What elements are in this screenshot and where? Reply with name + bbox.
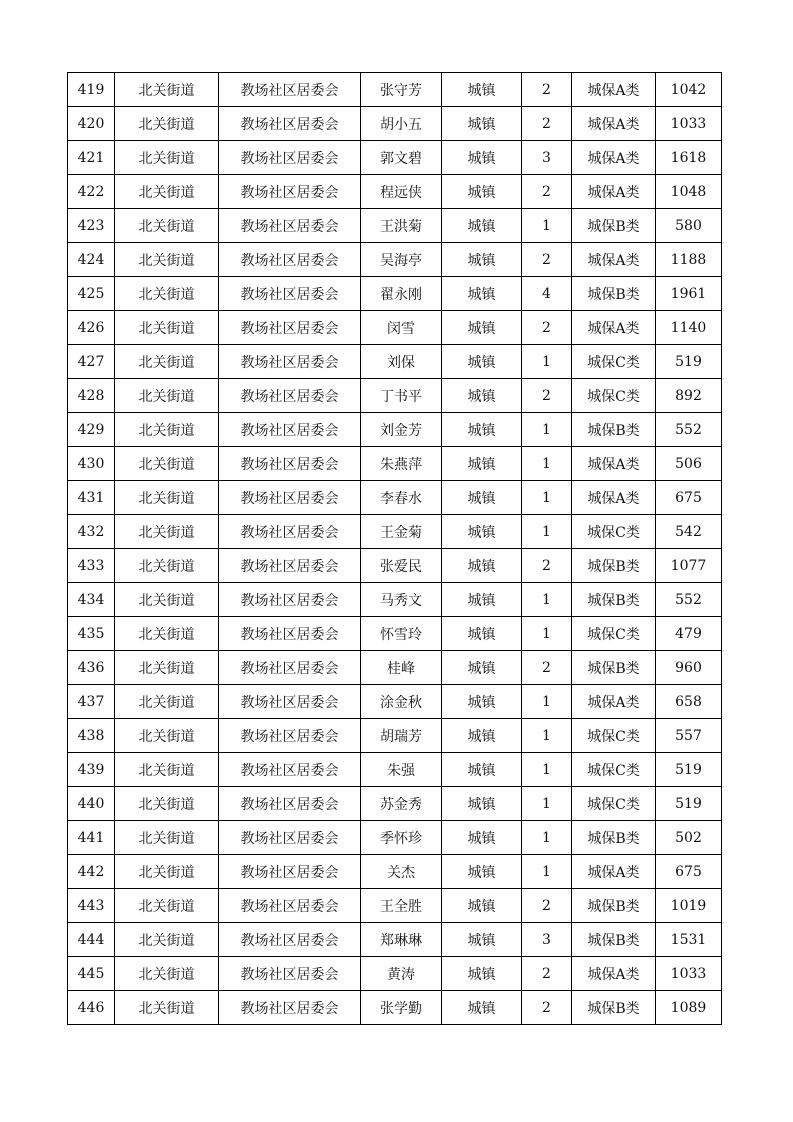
name-cell: 郑琳琳	[361, 923, 442, 957]
area-type-cell: 城镇	[442, 481, 522, 515]
amount-cell: 1042	[656, 73, 722, 107]
area-type-cell: 城镇	[442, 379, 522, 413]
row-number: 441	[68, 821, 115, 855]
name-cell: 怀雪玲	[361, 617, 442, 651]
category-cell: 城保B类	[572, 413, 656, 447]
name-cell: 李春水	[361, 481, 442, 515]
household-count-cell: 1	[522, 447, 572, 481]
row-number: 429	[68, 413, 115, 447]
name-cell: 郭文碧	[361, 141, 442, 175]
category-cell: 城保B类	[572, 277, 656, 311]
table-row	[68, 787, 722, 821]
row-number: 444	[68, 923, 115, 957]
row-number: 445	[68, 957, 115, 991]
name-cell: 涂金秋	[361, 685, 442, 719]
community-cell: 教场社区居委会	[219, 243, 361, 277]
amount-cell: 1033	[656, 957, 722, 991]
category-cell: 城保A类	[572, 107, 656, 141]
category-cell: 城保C类	[572, 515, 656, 549]
area-type-cell: 城镇	[442, 787, 522, 821]
category-cell: 城保A类	[572, 141, 656, 175]
area-type-cell: 城镇	[442, 719, 522, 753]
category-cell: 城保C类	[572, 719, 656, 753]
row-number: 442	[68, 855, 115, 889]
community-cell: 教场社区居委会	[219, 277, 361, 311]
name-cell: 吴海亭	[361, 243, 442, 277]
community-cell: 教场社区居委会	[219, 685, 361, 719]
amount-cell: 1961	[656, 277, 722, 311]
name-cell: 张学勤	[361, 991, 442, 1025]
street-cell: 北关街道	[115, 753, 219, 787]
household-count-cell: 2	[522, 957, 572, 991]
table-row	[68, 141, 722, 175]
area-type-cell: 城镇	[442, 991, 522, 1025]
community-cell: 教场社区居委会	[219, 209, 361, 243]
community-cell: 教场社区居委会	[219, 447, 361, 481]
row-number: 443	[68, 889, 115, 923]
community-cell: 教场社区居委会	[219, 73, 361, 107]
name-cell: 季怀珍	[361, 821, 442, 855]
household-count-cell: 2	[522, 243, 572, 277]
category-cell: 城保C类	[572, 787, 656, 821]
area-type-cell: 城镇	[442, 855, 522, 889]
amount-cell: 675	[656, 855, 722, 889]
community-cell: 教场社区居委会	[219, 107, 361, 141]
row-number: 446	[68, 991, 115, 1025]
amount-cell: 519	[656, 345, 722, 379]
table-row	[68, 685, 722, 719]
category-cell: 城保B类	[572, 583, 656, 617]
table-row	[68, 277, 722, 311]
table-row	[68, 651, 722, 685]
category-cell: 城保A类	[572, 243, 656, 277]
table-row	[68, 719, 722, 753]
amount-cell: 1531	[656, 923, 722, 957]
name-cell: 翟永刚	[361, 277, 442, 311]
amount-cell: 1033	[656, 107, 722, 141]
area-type-cell: 城镇	[442, 923, 522, 957]
row-number: 425	[68, 277, 115, 311]
row-number: 424	[68, 243, 115, 277]
table-row	[68, 923, 722, 957]
row-number: 427	[68, 345, 115, 379]
street-cell: 北关街道	[115, 787, 219, 821]
row-number: 435	[68, 617, 115, 651]
community-cell: 教场社区居委会	[219, 617, 361, 651]
area-type-cell: 城镇	[442, 685, 522, 719]
household-count-cell: 1	[522, 787, 572, 821]
name-cell: 刘保	[361, 345, 442, 379]
category-cell: 城保C类	[572, 617, 656, 651]
category-cell: 城保B类	[572, 991, 656, 1025]
amount-cell: 1019	[656, 889, 722, 923]
amount-cell: 552	[656, 583, 722, 617]
category-cell: 城保A类	[572, 855, 656, 889]
street-cell: 北关街道	[115, 719, 219, 753]
category-cell: 城保B类	[572, 889, 656, 923]
category-cell: 城保A类	[572, 447, 656, 481]
category-cell: 城保B类	[572, 821, 656, 855]
area-type-cell: 城镇	[442, 821, 522, 855]
household-count-cell: 1	[522, 481, 572, 515]
table-row	[68, 515, 722, 549]
household-count-cell: 1	[522, 515, 572, 549]
community-cell: 教场社区居委会	[219, 141, 361, 175]
community-cell: 教场社区居委会	[219, 651, 361, 685]
amount-cell: 519	[656, 753, 722, 787]
name-cell: 胡小五	[361, 107, 442, 141]
area-type-cell: 城镇	[442, 277, 522, 311]
amount-cell: 1077	[656, 549, 722, 583]
area-type-cell: 城镇	[442, 311, 522, 345]
category-cell: 城保B类	[572, 923, 656, 957]
household-count-cell: 2	[522, 991, 572, 1025]
household-count-cell: 1	[522, 583, 572, 617]
table-row	[68, 617, 722, 651]
table-row	[68, 175, 722, 209]
street-cell: 北关街道	[115, 277, 219, 311]
household-count-cell: 1	[522, 617, 572, 651]
street-cell: 北关街道	[115, 685, 219, 719]
community-cell: 教场社区居委会	[219, 515, 361, 549]
household-count-cell: 2	[522, 549, 572, 583]
name-cell: 程远侠	[361, 175, 442, 209]
community-cell: 教场社区居委会	[219, 923, 361, 957]
street-cell: 北关街道	[115, 379, 219, 413]
community-cell: 教场社区居委会	[219, 549, 361, 583]
amount-cell: 1048	[656, 175, 722, 209]
street-cell: 北关街道	[115, 957, 219, 991]
category-cell: 城保A类	[572, 685, 656, 719]
table-row	[68, 107, 722, 141]
area-type-cell: 城镇	[442, 617, 522, 651]
table-row	[68, 311, 722, 345]
table-row	[68, 413, 722, 447]
category-cell: 城保A类	[572, 481, 656, 515]
name-cell: 黄涛	[361, 957, 442, 991]
row-number: 426	[68, 311, 115, 345]
row-number: 421	[68, 141, 115, 175]
area-type-cell: 城镇	[442, 107, 522, 141]
household-count-cell: 1	[522, 413, 572, 447]
street-cell: 北关街道	[115, 141, 219, 175]
row-number: 422	[68, 175, 115, 209]
table-row	[68, 345, 722, 379]
table-body	[68, 73, 722, 1025]
household-count-cell: 1	[522, 753, 572, 787]
community-cell: 教场社区居委会	[219, 175, 361, 209]
area-type-cell: 城镇	[442, 753, 522, 787]
community-cell: 教场社区居委会	[219, 413, 361, 447]
amount-cell: 960	[656, 651, 722, 685]
category-cell: 城保A类	[572, 175, 656, 209]
community-cell: 教场社区居委会	[219, 855, 361, 889]
name-cell: 苏金秀	[361, 787, 442, 821]
area-type-cell: 城镇	[442, 141, 522, 175]
amount-cell: 675	[656, 481, 722, 515]
category-cell: 城保A类	[572, 73, 656, 107]
category-cell: 城保C类	[572, 379, 656, 413]
amount-cell: 552	[656, 413, 722, 447]
row-number: 438	[68, 719, 115, 753]
name-cell: 刘金芳	[361, 413, 442, 447]
name-cell: 王金菊	[361, 515, 442, 549]
community-cell: 教场社区居委会	[219, 719, 361, 753]
amount-cell: 580	[656, 209, 722, 243]
community-cell: 教场社区居委会	[219, 787, 361, 821]
name-cell: 朱强	[361, 753, 442, 787]
street-cell: 北关街道	[115, 345, 219, 379]
community-cell: 教场社区居委会	[219, 753, 361, 787]
table-row	[68, 73, 722, 107]
street-cell: 北关街道	[115, 311, 219, 345]
household-count-cell: 2	[522, 889, 572, 923]
area-type-cell: 城镇	[442, 889, 522, 923]
table-row	[68, 957, 722, 991]
row-number: 430	[68, 447, 115, 481]
area-type-cell: 城镇	[442, 447, 522, 481]
name-cell: 朱燕萍	[361, 447, 442, 481]
row-number: 434	[68, 583, 115, 617]
amount-cell: 479	[656, 617, 722, 651]
table-row	[68, 209, 722, 243]
amount-cell: 1188	[656, 243, 722, 277]
street-cell: 北关街道	[115, 991, 219, 1025]
row-number: 420	[68, 107, 115, 141]
row-number: 433	[68, 549, 115, 583]
category-cell: 城保A类	[572, 311, 656, 345]
community-cell: 教场社区居委会	[219, 889, 361, 923]
name-cell: 张守芳	[361, 73, 442, 107]
amount-cell: 1618	[656, 141, 722, 175]
data-table	[67, 72, 722, 1025]
table-row	[68, 753, 722, 787]
household-count-cell: 2	[522, 73, 572, 107]
area-type-cell: 城镇	[442, 209, 522, 243]
table-row	[68, 549, 722, 583]
row-number: 436	[68, 651, 115, 685]
community-cell: 教场社区居委会	[219, 821, 361, 855]
row-number: 423	[68, 209, 115, 243]
row-number: 440	[68, 787, 115, 821]
household-count-cell: 2	[522, 311, 572, 345]
category-cell: 城保B类	[572, 549, 656, 583]
area-type-cell: 城镇	[442, 515, 522, 549]
community-cell: 教场社区居委会	[219, 991, 361, 1025]
name-cell: 张爱民	[361, 549, 442, 583]
street-cell: 北关街道	[115, 481, 219, 515]
household-count-cell: 1	[522, 719, 572, 753]
street-cell: 北关街道	[115, 73, 219, 107]
category-cell: 城保C类	[572, 345, 656, 379]
community-cell: 教场社区居委会	[219, 345, 361, 379]
table-row	[68, 379, 722, 413]
street-cell: 北关街道	[115, 549, 219, 583]
community-cell: 教场社区居委会	[219, 583, 361, 617]
row-number: 437	[68, 685, 115, 719]
name-cell: 闵雪	[361, 311, 442, 345]
area-type-cell: 城镇	[442, 175, 522, 209]
amount-cell: 658	[656, 685, 722, 719]
amount-cell: 1140	[656, 311, 722, 345]
area-type-cell: 城镇	[442, 651, 522, 685]
category-cell: 城保B类	[572, 651, 656, 685]
area-type-cell: 城镇	[442, 73, 522, 107]
name-cell: 胡瑞芳	[361, 719, 442, 753]
amount-cell: 1089	[656, 991, 722, 1025]
household-count-cell: 3	[522, 141, 572, 175]
street-cell: 北关街道	[115, 107, 219, 141]
name-cell: 桂峰	[361, 651, 442, 685]
table-row	[68, 481, 722, 515]
name-cell: 王洪菊	[361, 209, 442, 243]
street-cell: 北关街道	[115, 175, 219, 209]
street-cell: 北关街道	[115, 855, 219, 889]
household-count-cell: 1	[522, 821, 572, 855]
amount-cell: 892	[656, 379, 722, 413]
table-row	[68, 583, 722, 617]
row-number: 439	[68, 753, 115, 787]
street-cell: 北关街道	[115, 243, 219, 277]
area-type-cell: 城镇	[442, 549, 522, 583]
area-type-cell: 城镇	[442, 413, 522, 447]
street-cell: 北关街道	[115, 923, 219, 957]
name-cell: 丁书平	[361, 379, 442, 413]
area-type-cell: 城镇	[442, 583, 522, 617]
household-count-cell: 2	[522, 651, 572, 685]
row-number: 428	[68, 379, 115, 413]
street-cell: 北关街道	[115, 651, 219, 685]
household-count-cell: 2	[522, 175, 572, 209]
category-cell: 城保A类	[572, 957, 656, 991]
street-cell: 北关街道	[115, 889, 219, 923]
street-cell: 北关街道	[115, 583, 219, 617]
amount-cell: 502	[656, 821, 722, 855]
table-row	[68, 821, 722, 855]
category-cell: 城保B类	[572, 209, 656, 243]
household-count-cell: 1	[522, 685, 572, 719]
name-cell: 马秀文	[361, 583, 442, 617]
table-row	[68, 855, 722, 889]
table-row	[68, 991, 722, 1025]
community-cell: 教场社区居委会	[219, 957, 361, 991]
household-count-cell: 2	[522, 379, 572, 413]
street-cell: 北关街道	[115, 617, 219, 651]
area-type-cell: 城镇	[442, 957, 522, 991]
category-cell: 城保C类	[572, 753, 656, 787]
household-count-cell: 3	[522, 923, 572, 957]
street-cell: 北关街道	[115, 447, 219, 481]
area-type-cell: 城镇	[442, 243, 522, 277]
household-count-cell: 1	[522, 209, 572, 243]
amount-cell: 506	[656, 447, 722, 481]
name-cell: 关杰	[361, 855, 442, 889]
area-type-cell: 城镇	[442, 345, 522, 379]
table-row	[68, 889, 722, 923]
community-cell: 教场社区居委会	[219, 379, 361, 413]
street-cell: 北关街道	[115, 209, 219, 243]
street-cell: 北关街道	[115, 821, 219, 855]
household-count-cell: 1	[522, 855, 572, 889]
amount-cell: 557	[656, 719, 722, 753]
community-cell: 教场社区居委会	[219, 481, 361, 515]
household-count-cell: 1	[522, 345, 572, 379]
row-number: 431	[68, 481, 115, 515]
street-cell: 北关街道	[115, 515, 219, 549]
amount-cell: 542	[656, 515, 722, 549]
household-count-cell: 2	[522, 107, 572, 141]
table-row	[68, 447, 722, 481]
amount-cell: 519	[656, 787, 722, 821]
household-count-cell: 4	[522, 277, 572, 311]
street-cell: 北关街道	[115, 413, 219, 447]
row-number: 419	[68, 73, 115, 107]
community-cell: 教场社区居委会	[219, 311, 361, 345]
name-cell: 王全胜	[361, 889, 442, 923]
table-row	[68, 243, 722, 277]
row-number: 432	[68, 515, 115, 549]
